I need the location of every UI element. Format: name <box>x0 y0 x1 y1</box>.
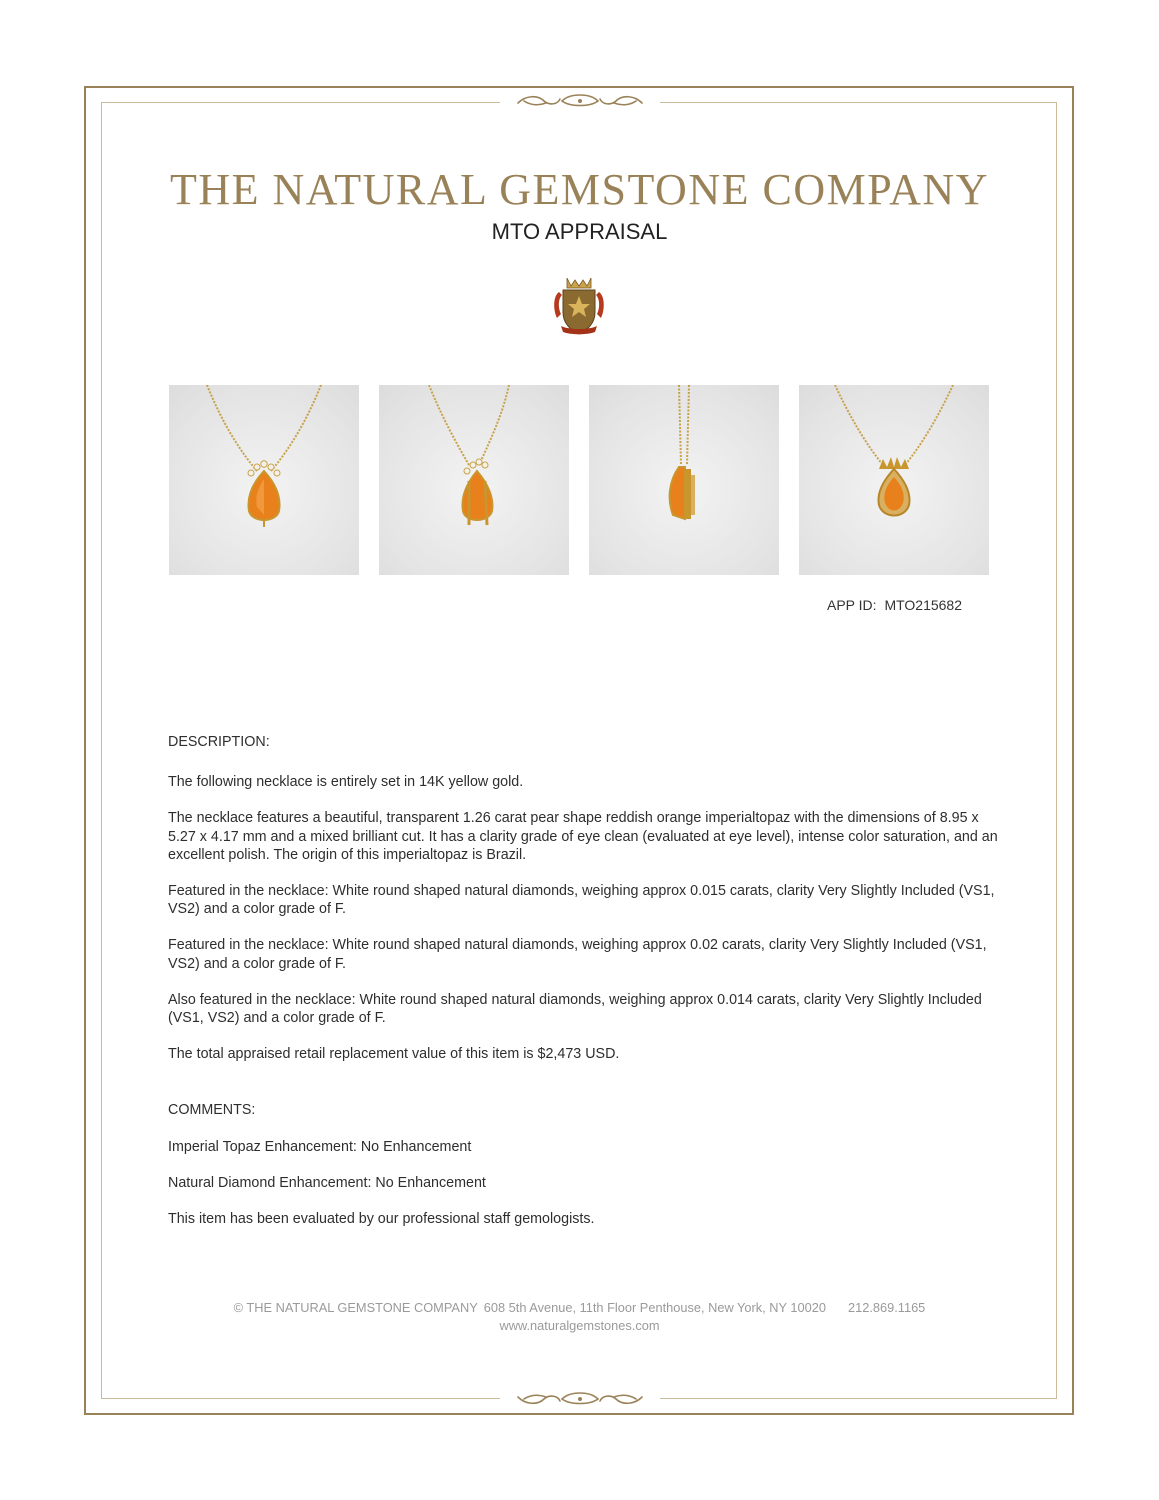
appraisal-body <box>168 733 998 1246</box>
description-paragraph: Featured in the necklace: White round shaped natural diamonds, weighing approx 0.02 carats, clarity Very Slightly Included (VS1, VS2) and a color grade of F. <box>168 937 987 972</box>
necklace-photo-angle <box>379 385 569 575</box>
description-paragraph: Also featured in the necklace: White round shaped natural diamonds, weighing approx 0.014 carats, clarity Very Slightly Included (VS1, VS2) and a color grade of F. <box>168 991 982 1027</box>
description-paragraph: The following necklace is entirely set in 14K yellow gold. <box>168 774 524 791</box>
heraldic-crest-logo-icon <box>549 274 609 340</box>
footer-address: 608 5th Avenue, 11th Floor Penthouse, New York, NY 10020 <box>483 1300 826 1315</box>
description-paragraph: Featured in the necklace: White round shaped natural diamonds, weighing approx 0.015 carats, clarity Very Slightly Included (VS1, VS2) and a color grade of F. <box>168 883 995 918</box>
app-id-label: APP ID: <box>827 597 877 613</box>
appraised-value-paragraph: The total appraised retail replacement value of this item is $2,473 USD. <box>168 1046 620 1063</box>
footer-copyright: © THE NATURAL GEMSTONE COMPANY <box>233 1300 478 1315</box>
description-paragraph: The necklace features a beautiful, transparent 1.26 carat pear shape reddish orange imperialtopaz with the dimensions of 8.95 x 5.27 x 4.17 mm and a mixed brilliant cut. It has a clarity grade of eye clean (evaluated at eye level), intense color saturation, and an excellent polish. The origin of this imperialtopaz is Brazil. <box>168 810 998 863</box>
company-name-heading: THE NATURAL GEMSTONE COMPANY <box>170 165 989 214</box>
footer-website-link[interactable]: www.naturalgemstones.com <box>499 1318 660 1333</box>
document-subtitle: MTO APPRAISAL <box>491 219 668 244</box>
product-photo-row <box>169 385 989 575</box>
comment-paragraph: Natural Diamond Enhancement: No Enhancement <box>168 1174 486 1191</box>
necklace-photo-side <box>589 385 779 575</box>
description-heading: DESCRIPTION: <box>168 734 270 750</box>
footer-phone: 212.869.1165 <box>847 1300 926 1315</box>
bottom-flourish-ornament-icon <box>500 1389 660 1409</box>
necklace-photo-back <box>799 385 989 575</box>
comments-heading: COMMENTS: <box>168 1102 256 1119</box>
app-id-value: MTO215682 <box>884 597 963 613</box>
comment-paragraph: Imperial Topaz Enhancement: No Enhancement <box>168 1138 472 1155</box>
comment-paragraph: This item has been evaluated by our professional staff gemologists. <box>168 1211 595 1228</box>
top-flourish-ornament-icon <box>500 91 660 111</box>
necklace-photo-front <box>169 385 359 575</box>
app-id <box>827 597 962 613</box>
page-footer <box>0 1299 1159 1335</box>
